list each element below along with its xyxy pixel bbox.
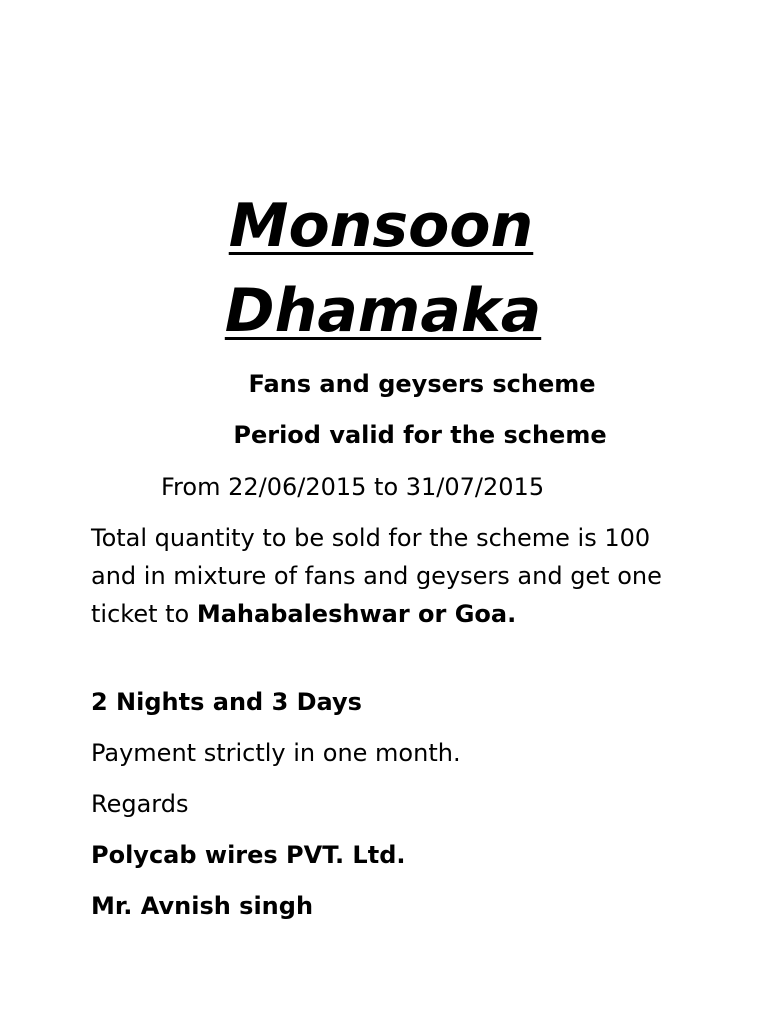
signatory-name: Mr. Avnish singh: [91, 892, 314, 920]
trip-duration: 2 Nights and 3 Days: [91, 688, 362, 716]
period-label: Period valid for the scheme: [233, 421, 607, 449]
period-dates: From 22/06/2015 to 31/07/2015: [161, 473, 545, 501]
company-name: Polycab wires PVT. Ltd.: [91, 841, 406, 869]
title-line-2: Dhamaka: [224, 276, 542, 346]
payment-terms: Payment strictly in one month.: [91, 739, 461, 767]
destination-text: Mahabaleshwar or Goa.: [196, 600, 517, 628]
quantity-text: Total quantity to be sold for the scheme is 100 and in mixture of fans and geysers and get one ticket to: [91, 524, 662, 628]
title-line-1: Monsoon: [228, 191, 534, 261]
closing-regards: Regards: [91, 790, 189, 818]
quantity-paragraph: [91, 519, 691, 633]
scheme-name: Fans and geysers scheme: [248, 370, 596, 398]
